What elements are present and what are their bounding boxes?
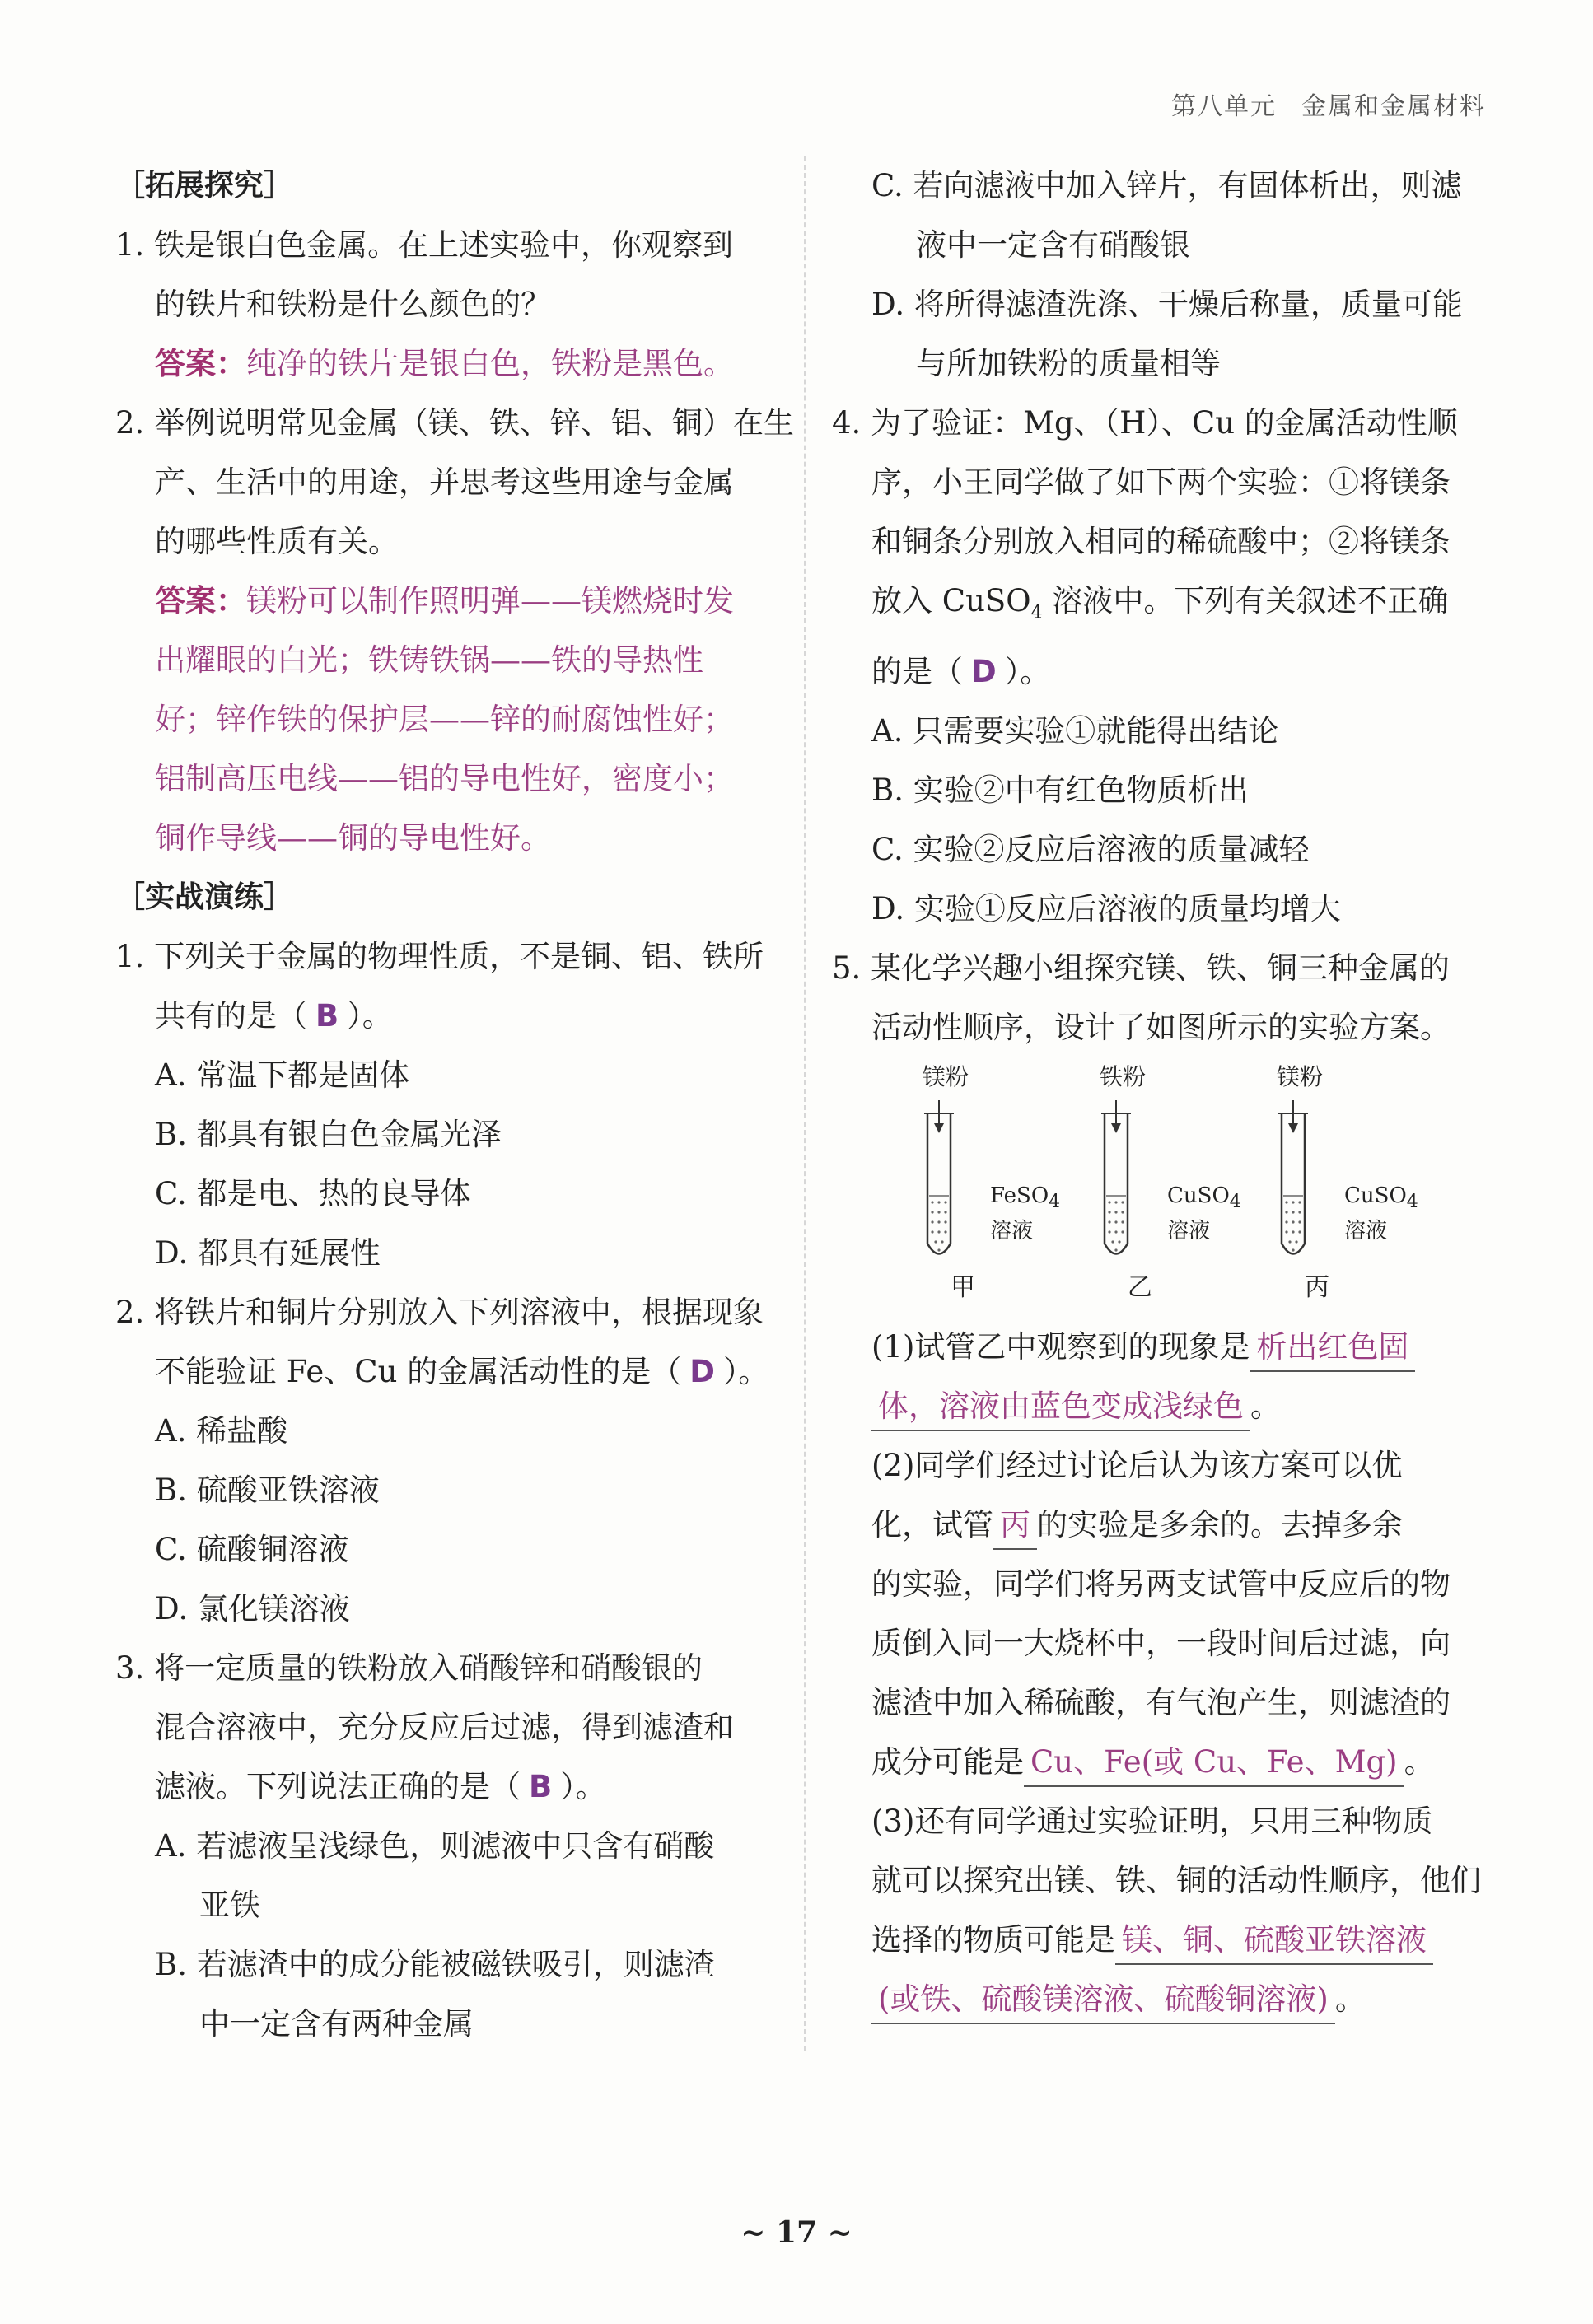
choice-answer: D xyxy=(971,654,997,690)
answer-block xyxy=(115,572,774,631)
choice-answer: B xyxy=(529,1769,553,1804)
sub-question: 体，溶液由蓝色变成浅绿色 。 xyxy=(832,1377,1491,1436)
test-tube-figure xyxy=(832,1062,1491,1309)
fill-answer: 丙 xyxy=(993,1502,1037,1550)
option: 与所加铁粉的质量相等 xyxy=(916,346,1221,381)
question-text: 的铁片和铁粉是什么颜色的？ xyxy=(155,287,551,322)
sub-question: 成分可能是 Cu、Fe(或 Cu、Fe、Mg) 。 xyxy=(832,1733,1491,1792)
column-divider xyxy=(804,156,806,2051)
sub-question: 质倒入同一大烧杯中，一段时间后过滤，向 xyxy=(871,1626,1451,1662)
choice-answer: D xyxy=(689,1354,715,1389)
option: A. 稀盐酸 xyxy=(155,1413,288,1449)
tube-name: 甲 xyxy=(951,1273,975,1303)
answer-label: 答案： xyxy=(155,583,246,618)
option: C. 硫酸铜溶液 xyxy=(155,1532,349,1567)
test-tube-icon xyxy=(923,1095,988,1276)
fill-answer: 体，溶液由蓝色变成浅绿色 xyxy=(871,1384,1250,1431)
question-text: 1. 铁是银白色金属。在上述实验中，你观察到 xyxy=(115,227,734,263)
answer-block xyxy=(115,334,774,394)
option: B. 若滤渣中的成分能被磁铁吸引，则滤渣 xyxy=(155,1947,715,1982)
sub-question: (3)还有同学通过实验证明，只用三种物质 xyxy=(871,1804,1433,1840)
question-text: 滤液。下列说法正确的是（ B ）。 xyxy=(155,1769,606,1804)
question-text: 活动性顺序，设计了如图所示的实验方案。 xyxy=(871,1010,1451,1046)
answer-text: 铜作导线——铜的导电性好。 xyxy=(155,820,551,856)
fill-answer: (或铁、硫酸镁溶液、硫酸铜溶液) xyxy=(871,1976,1335,2024)
option: 中一定含有两种金属 xyxy=(199,2006,474,2042)
powder-label: 铁粉 xyxy=(1100,1063,1147,1091)
choice-answer: B xyxy=(315,998,339,1034)
tube-name: 丙 xyxy=(1305,1273,1329,1303)
test-tube-icon xyxy=(1277,1095,1343,1276)
question-text: 2. 举例说明常见金属（镁、铁、锌、铝、铜）在生 xyxy=(115,405,795,441)
test-tube-jia xyxy=(923,1062,1087,1309)
option: B. 实验②中有红色物质析出 xyxy=(871,772,1249,809)
test-tube-bing xyxy=(1277,1062,1441,1309)
option: 液中一定含有硝酸银 xyxy=(916,227,1190,263)
option: 亚铁 xyxy=(199,1888,260,1923)
question-text: 放入 CuSO$_4$ 溶液中。下列有关叙述不正确 xyxy=(871,583,1449,623)
question-text: 5. 某化学兴趣小组探究镁、铁、铜三种金属的 xyxy=(832,950,1451,987)
question-text: 1. 下列关于金属的物理性质，不是铜、铝、铁所 xyxy=(115,939,764,974)
option: D. 将所得滤渣洗涤、干燥后称量，质量可能 xyxy=(871,287,1463,322)
page-header xyxy=(1171,86,1486,122)
answer-text: 纯净的铁片是银白色，铁粉是黑色。 xyxy=(246,346,734,381)
solution-label: FeSO$_4$ 溶液 xyxy=(990,1183,1061,1244)
section-heading-practice: ［实战演练］ xyxy=(115,880,294,914)
tube-name: 乙 xyxy=(1128,1273,1152,1303)
question-text: 3. 将一定质量的铁粉放入硝酸锌和硝酸银的 xyxy=(115,1650,703,1686)
solution-label: CuSO$_4$ 溶液 xyxy=(1167,1183,1241,1244)
sub-question: 就可以探究出镁、铁、铜的活动性顺序，他们 xyxy=(871,1863,1481,1899)
question-text: 序，小王同学做了如下两个实验：①将镁条 xyxy=(871,464,1451,500)
answer-label: 答案： xyxy=(155,346,246,381)
question-text: 共有的是（ B ）。 xyxy=(155,998,393,1034)
question-text: 的哪些性质有关。 xyxy=(155,524,399,559)
fill-answer: 析出红色固 xyxy=(1250,1324,1415,1372)
sub-question: (或铁、硫酸镁溶液、硫酸铜溶液) 。 xyxy=(832,1970,1491,2029)
right-column xyxy=(832,156,1491,2029)
unit-label: 第八单元 xyxy=(1171,92,1277,121)
question-text: 和铜条分别放入相同的稀硫酸中；②将镁条 xyxy=(871,524,1451,559)
question-text: 的是（ D ）。 xyxy=(871,654,1051,690)
answer-text: 出耀眼的白光；铁铸铁锅——铁的导热性 xyxy=(155,642,703,678)
option: C. 都是电、热的良导体 xyxy=(155,1176,471,1211)
fill-answer: Cu、Fe(或 Cu、Fe、Mg) xyxy=(1024,1739,1404,1787)
option: B. 都具有银白色金属光泽 xyxy=(155,1117,502,1152)
option: D. 都具有延展性 xyxy=(155,1235,381,1271)
sub-question: 的实验，同学们将另两支试管中反应后的物 xyxy=(871,1566,1451,1603)
unit-title: 金属和金属材料 xyxy=(1301,92,1486,121)
option: C. 实验②反应后溶液的质量减轻 xyxy=(871,832,1310,868)
sub-question: 滤渣中加入稀硫酸，有气泡产生，则滤渣的 xyxy=(871,1685,1451,1721)
sub-question: (1)试管乙中观察到的现象是 析出红色固 xyxy=(832,1318,1491,1377)
test-tube-yi xyxy=(1100,1062,1264,1309)
option: D. 氯化镁溶液 xyxy=(155,1591,350,1626)
left-column xyxy=(115,156,795,2054)
answer-text: 镁粉可以制作照明弹——镁燃烧时发 xyxy=(246,583,734,618)
sub-question: 化，试管 丙 的实验是多余的。去掉多余 xyxy=(832,1496,1491,1555)
answer-text: 好；锌作铁的保护层——锌的耐腐蚀性好； xyxy=(155,702,734,737)
page-number: ~ 17 ~ xyxy=(740,2215,853,2250)
question-text: 2. 将铁片和铜片分别放入下列溶液中，根据现象 xyxy=(115,1295,764,1330)
option: B. 硫酸亚铁溶液 xyxy=(155,1472,380,1508)
option: D. 实验①反应后溶液的质量均增大 xyxy=(871,891,1341,927)
question-text: 混合溶液中，充分反应后过滤，得到滤渣和 xyxy=(155,1710,734,1745)
option: C. 若向滤液中加入锌片，有固体析出，则滤 xyxy=(871,168,1462,203)
option: A. 若滤液呈浅绿色，则滤液中只含有硝酸 xyxy=(155,1828,715,1864)
solution-label: CuSO$_4$ 溶液 xyxy=(1344,1183,1418,1244)
option: A. 常温下都是固体 xyxy=(155,1057,410,1093)
powder-label: 镁粉 xyxy=(1277,1063,1324,1091)
option: A. 只需要实验①就能得出结论 xyxy=(871,713,1279,749)
sub-question: (2)同学们经过讨论后认为该方案可以优 xyxy=(871,1448,1403,1484)
question-text: 不能验证 Fe、Cu 的金属活动性的是（ D ）。 xyxy=(155,1354,769,1389)
answer-text: 铝制高压电线——铝的导电性好，密度小； xyxy=(155,761,734,796)
question-text: 产、生活中的用途，并思考这些用途与金属 xyxy=(155,464,734,500)
sub-question: 选择的物质可能是 镁、铜、硫酸亚铁溶液 xyxy=(832,1911,1491,1970)
question-text: 4. 为了验证：Mg、（H）、Cu 的金属活动性顺 xyxy=(832,405,1458,441)
powder-label: 镁粉 xyxy=(923,1063,969,1091)
fill-answer: 镁、铜、硫酸亚铁溶液 xyxy=(1115,1917,1433,1965)
test-tube-icon xyxy=(1100,1095,1166,1276)
section-heading-explore: ［拓展探究］ xyxy=(115,169,294,203)
